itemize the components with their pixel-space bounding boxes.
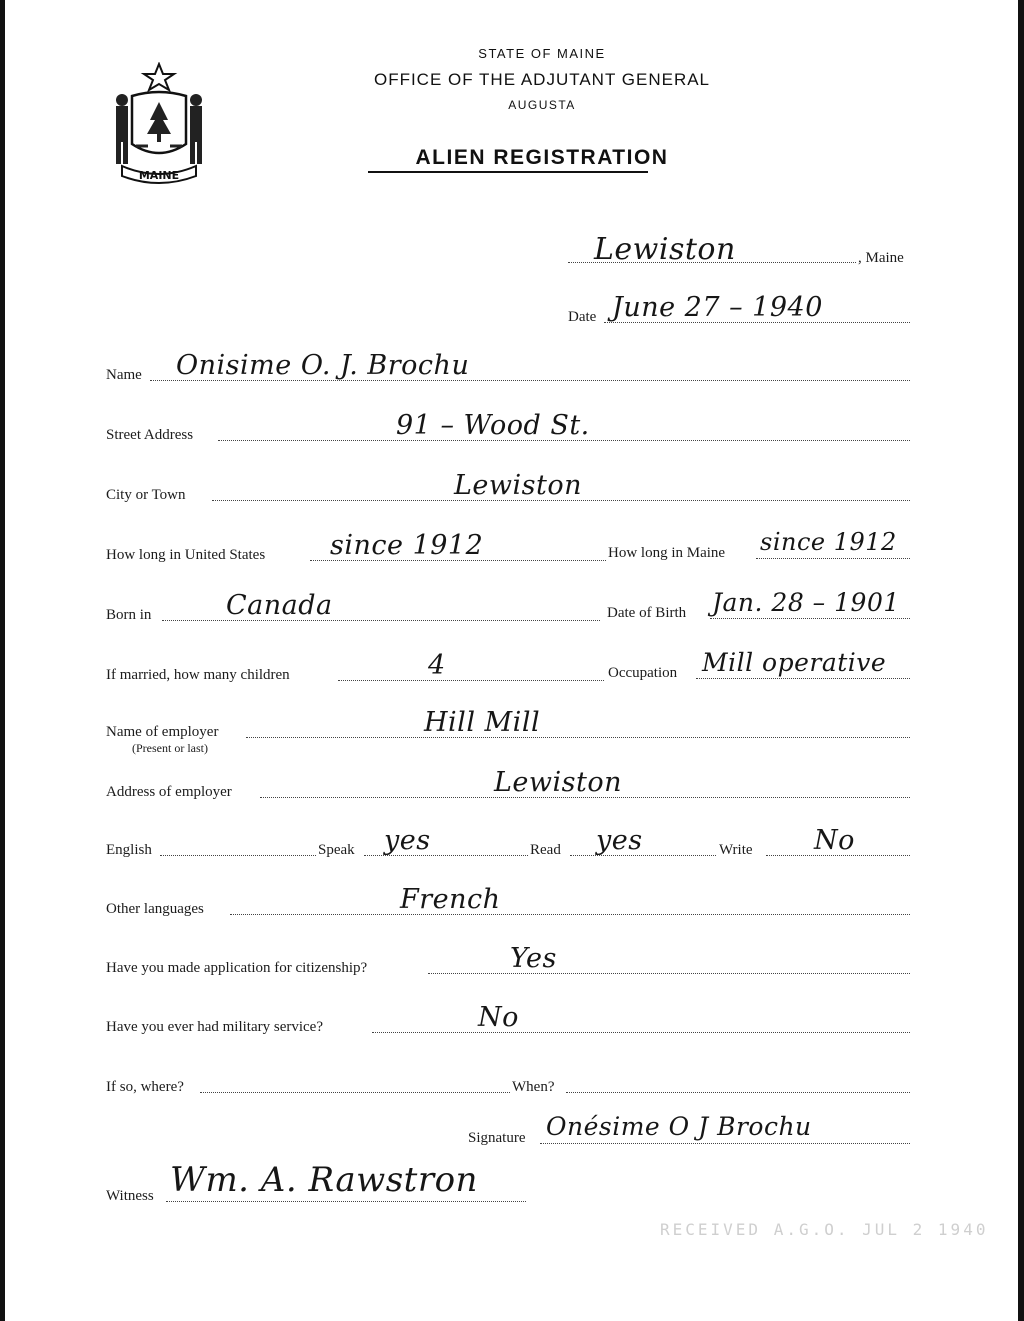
how-long-us-label: How long in United States xyxy=(106,547,266,563)
write-label: Write xyxy=(719,842,753,858)
employer-address-value: Lewiston xyxy=(494,767,623,798)
other-languages-label: Other languages xyxy=(106,901,204,917)
signature-label: Signature xyxy=(468,1130,526,1146)
speak-value: yes xyxy=(384,825,431,856)
other-languages-value: French xyxy=(400,884,501,915)
street-label: Street Address xyxy=(106,427,194,443)
date-value: June 27 – 1940 xyxy=(612,292,823,323)
citizenship-value: Yes xyxy=(510,943,557,974)
svg-text:MAINE: MAINE xyxy=(138,169,180,182)
name-label: Name xyxy=(106,367,142,383)
witness-value: Wm. A. Rawstron xyxy=(170,1160,478,1200)
where-label: If so, where? xyxy=(106,1079,184,1095)
name-value: Onisime O. J. Brochu xyxy=(176,350,470,381)
header-state: STATE OF MAINE xyxy=(478,46,606,61)
city-value: Lewiston xyxy=(454,470,583,501)
read-label: Read xyxy=(530,842,561,858)
how-long-maine-label: How long in Maine xyxy=(608,545,726,561)
military-value: No xyxy=(478,1002,519,1033)
maine-label: , Maine xyxy=(858,250,904,266)
born-in-value: Canada xyxy=(226,590,333,621)
witness-label: Witness xyxy=(106,1188,154,1204)
english-label: English xyxy=(106,842,152,858)
form-title: ALIEN REGISTRATION xyxy=(415,146,669,169)
occupation-label: Occupation xyxy=(608,665,678,681)
employer-label: Name of employer xyxy=(106,724,219,740)
employer-value: Hill Mill xyxy=(424,707,541,738)
children-label: If married, how many children xyxy=(106,667,290,683)
read-value: yes xyxy=(596,825,643,856)
received-stamp: RECEIVED A.G.O. JUL 2 1940 xyxy=(660,1220,989,1239)
header-office: OFFICE OF THE ADJUTANT GENERAL xyxy=(373,70,711,89)
signature-value: Onésime O J Brochu xyxy=(546,1112,812,1141)
dob-value: Jan. 28 – 1901 xyxy=(712,588,900,617)
born-in-label: Born in xyxy=(106,607,152,623)
employer-note: (Present or last) xyxy=(132,741,208,755)
how-long-maine-value: since 1912 xyxy=(760,528,897,556)
date-label: Date xyxy=(568,309,597,325)
street-value: 91 – Wood St. xyxy=(396,410,590,441)
write-value: No xyxy=(814,825,855,856)
how-long-us-value: since 1912 xyxy=(330,530,484,561)
dob-label: Date of Birth xyxy=(607,605,687,621)
military-label: Have you ever had military service? xyxy=(106,1019,323,1035)
citizenship-label: Have you made application for citizenship? xyxy=(106,960,368,976)
title-underline xyxy=(368,171,648,173)
header-city: AUGUSTA xyxy=(508,98,576,112)
when-label: When? xyxy=(512,1079,555,1095)
employer-address-label: Address of employer xyxy=(106,784,232,800)
town-value: Lewiston xyxy=(594,232,736,267)
children-value: 4 xyxy=(428,650,446,681)
occupation-value: Mill operative xyxy=(702,648,887,677)
city-label: City or Town xyxy=(106,487,186,503)
speak-label: Speak xyxy=(318,842,355,858)
